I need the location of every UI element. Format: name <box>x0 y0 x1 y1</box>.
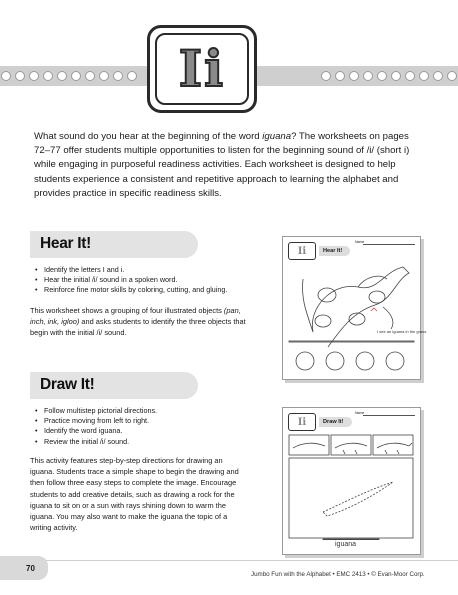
intro-text-2: ? The worksheets on pages 72–77 offer students multiple opportunities to listen for the beginning sound of /i/ (short i) while engaging in purposeful readiness activities. Each worksheet is designed to help students experience a consistent and repetitive approach to learning the alphabet and provides practice in specific readiness skills. <box>34 131 410 199</box>
hear-it-text-1: This worksheet shows a grouping of four illustrated objects <box>30 306 224 315</box>
draw-it-bullets <box>30 406 157 447</box>
thumb-name-label: Name <box>355 411 365 415</box>
list-item: • Practice moving from left to right. <box>44 416 157 426</box>
thumb-letter: Ii <box>288 242 316 260</box>
draw-it-heading <box>30 372 198 399</box>
thumb-title: Draw It! <box>319 417 352 427</box>
page-number: 70 <box>26 564 35 573</box>
hear-it-thumbnail <box>282 236 428 380</box>
letter-title: Ii <box>178 39 226 98</box>
draw-it-thumbnail <box>282 407 421 555</box>
footer-credit: Jumbo Fun with the Alphabet • EMC 2413 • © Evan-Moor Corp. <box>251 571 425 578</box>
hear-it-text-objects: (pan, inch, ink, igloo) <box>30 306 241 327</box>
page-corner-tab <box>0 556 48 580</box>
footer-rule <box>0 560 458 561</box>
hear-it-bullets <box>30 265 227 296</box>
intro-text-word: iguana <box>262 131 292 142</box>
list-item: • Review the initial /i/ sound. <box>44 437 157 447</box>
thumb-title: Hear It! <box>319 246 350 256</box>
hear-it-text-2: and asks students to identify the three objects that begin with the initial /i/ sound. <box>30 317 246 338</box>
hear-it-heading <box>30 231 198 258</box>
thumb-caption: I see an iguana in the grass. <box>377 329 428 334</box>
intro-text-1: What sound do you hear at the beginning of the word <box>34 131 263 142</box>
list-item: • Identify the word iguana. <box>44 426 157 436</box>
list-item: • Reinforce fine motor skills by coloring, cutting, and gluing. <box>44 285 227 295</box>
list-item: • Hear the initial /i/ sound in a spoken word. <box>44 275 227 285</box>
list-item: • Follow multistep pictorial directions. <box>44 406 157 416</box>
thumb-name-label: Name <box>355 240 365 244</box>
draw-steps-illustration <box>283 408 420 554</box>
hear-it-description <box>30 305 246 339</box>
thumb-word: iguana <box>335 541 357 548</box>
hear-it-heading-label: Hear It! <box>40 235 92 252</box>
list-item: • Identify the letters I and i. <box>44 265 227 275</box>
letter-box-inner <box>155 33 249 105</box>
intro-paragraph <box>34 130 426 201</box>
iguana-illustration <box>283 237 428 379</box>
draw-it-description: This activity features step-by-step directions for drawing an iguana. Students trace a simple shape to begin the drawing and then follow three easy steps to complete the image. Encourage students to add creative details, such as drawing a rock for the iguana to sit on or a sun with rays shining down to warm the iguana. You may also want to make the iguana the topic of a writing activity. <box>30 456 239 533</box>
draw-it-heading-label: Draw It! <box>40 376 95 393</box>
thumb-letter: Ii <box>288 413 316 431</box>
letter-box <box>147 25 257 113</box>
